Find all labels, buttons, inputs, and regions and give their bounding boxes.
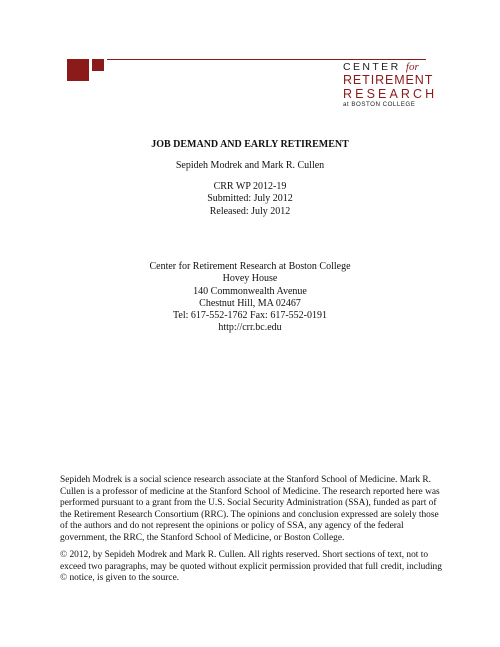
header-rule [107,59,426,60]
logo-for-text: for [405,61,419,73]
address-city: Chestnut Hill, MA 02467 [199,297,301,309]
logo-center-text: CENTER [343,61,401,73]
address-org: Center for Retirement Research at Boston College [149,261,351,272]
crr-logo [343,61,438,108]
author-bio-paragraph: Sepideh Modrek is a social science research associate at the Stanford School of Medicine. Mark R. Cullen is a professor of medicine at the Stanford School of Medicine. The research reported here was performed pursuant to a grant from the U.S. Social Security Administration (SSA), funded as part of the Retirement Research Consortium (RRC). The opinions and conclusion expressed are solely those of the authors and do not represent the opinions or policy of SSA, any agency of the federal government, the RRC, the Stanford School of Medicine, or Boston College. [60,475,440,543]
logo-line-research: RESEARCH [343,86,438,101]
address-building: Hovey House [222,273,278,285]
logo-line-college [343,102,433,108]
logo-line-center [343,62,433,73]
working-paper-number: CRR WP 2012-19 [213,181,287,192]
logo-square-large [67,59,89,81]
logo-at-text: at [343,101,350,108]
logo-college-text: BOSTON COLLEGE [351,101,416,108]
contact-address [0,261,500,335]
paper-title: JOB DEMAND AND EARLY RETIREMENT [151,139,349,150]
released-date: Released: July 2012 [209,205,291,217]
address-street: 140 Commonwealth Avenue [193,285,307,297]
copyright-paragraph: © 2012, by Sepideh Modrek and Mark R. Cullen. All rights reserved. Short sections of text, not to exceed two paragraphs, may be quoted without explicit permission provided that full credit, including © notice, is given to the source. [60,550,442,584]
logo-square-small [92,59,104,71]
address-phone-fax: Tel: 617-552-1762 Fax: 617-552-0191 [172,310,327,322]
logo-line-retirement: RETIREMENT [343,73,434,87]
submitted-date: Submitted: July 2012 [207,193,293,205]
address-url[interactable]: http://crr.bc.edu [218,322,282,334]
working-paper-info [0,181,500,218]
paper-authors: Sepideh Modrek and Mark R. Cullen [175,160,325,171]
